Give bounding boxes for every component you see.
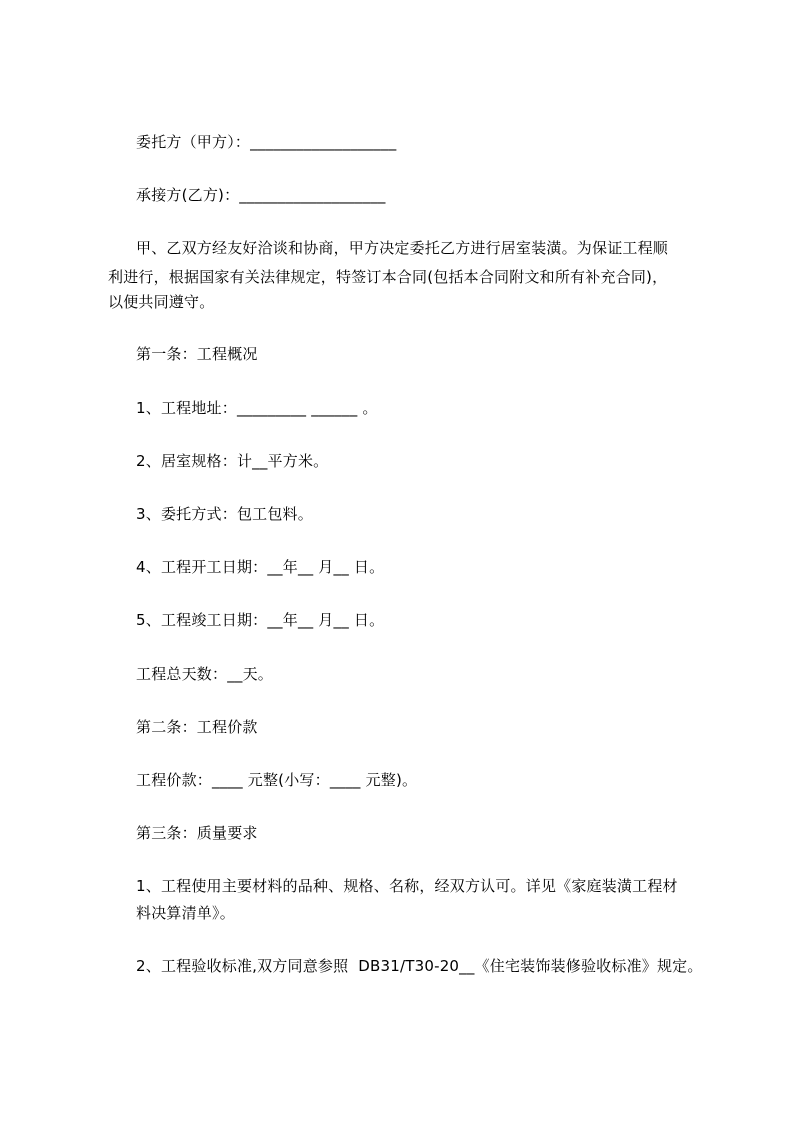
article1-heading: 第一条：工程概况 [136, 345, 258, 363]
article1-item-end-date: 5、工程竣工日期：__年__ 月__ 日。 [136, 611, 385, 629]
article3-item1-line-1: 1、工程使用主要材料的品种、规格、名称，经双方认可。详见《家庭装潢工程材 [136, 877, 678, 895]
article2-heading: 第二条：工程价款 [136, 718, 258, 736]
article1-item-method: 3、委托方式：包工包料。 [136, 505, 313, 523]
article1-item-start-date: 4、工程开工日期：__年__ 月__ 日。 [136, 558, 385, 576]
article1-item-size: 2、居室规格：计__平方米。 [136, 452, 329, 470]
client-party-line: 委托方（甲方）：___________________ [136, 133, 397, 151]
intro-paragraph-line-2: 利进行，根据国家有关法律规定，特签订本合同(包括本合同附文和所有补充合同)， [108, 268, 668, 286]
intro-paragraph-line-1: 甲、乙双方经友好洽谈和协商，甲方决定委托乙方进行居室装潢。为保证工程顺 [136, 239, 669, 257]
article3-item2-line: 2、工程验收标准,双方同意参照 DB31/T30-20__《住宅装饰装修验收标准》规定。 [136, 957, 703, 975]
article3-item1-line-2: 料决算清单》。 [136, 904, 235, 922]
intro-paragraph-line-3: 以便共同遵守。 [108, 293, 215, 311]
article1-total-days: 工程总天数：__天。 [136, 665, 274, 683]
article1-item-address: 1、工程地址：_________ ______ 。 [136, 399, 378, 417]
article2-price-line: 工程价款：____ 元整(小写：____ 元整)。 [136, 771, 418, 789]
article3-heading: 第三条：质量要求 [136, 824, 258, 842]
contractor-party-line: 承接方(乙方)：___________________ [136, 186, 386, 204]
